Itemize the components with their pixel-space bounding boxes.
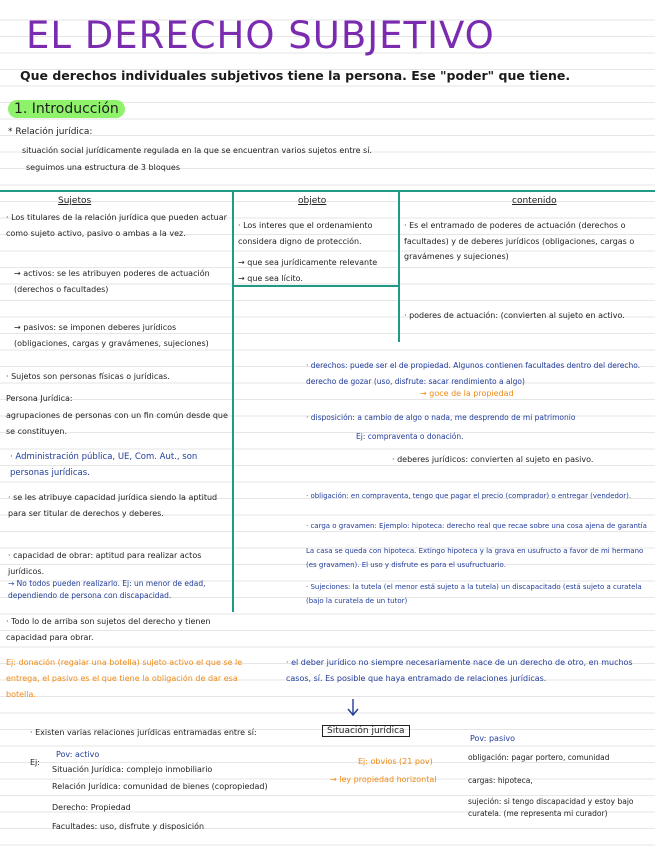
goce-note: → goce de la propiedad: [420, 389, 514, 398]
capacidad-juridica: · se les atribuye capacidad jurídica siendo la aptitud para ser titular de derechos y deberes.: [8, 493, 218, 518]
arrow-down-icon: [346, 698, 360, 718]
poderes-actuacion: · poderes de actuación: (convierten al sujeto en activo.: [404, 311, 625, 320]
carga-note: · carga o gravamen: Ejemplo: hipoteca: derecho real que recae sobre una cosa ajena de garantía: [306, 522, 647, 530]
relaciones-intro: · Existen varias relaciones jurídicas entramadas entre sí:: [30, 728, 257, 737]
deberes-juridicos: · deberes jurídicos: convierten al sujeto en pasivo.: [392, 455, 594, 464]
table-divider-2: [398, 192, 400, 342]
sujeciones-note: · Sujeciones: la tutela (el menor está sujeto a la tutela) un discapacitado (está sujeto a curatela (bajo la curatela de un tutor): [306, 583, 642, 605]
page-title: EL DERECHO SUBJETIVO: [26, 14, 495, 57]
page-subtitle: Que derechos individuales subjetivos tiene la persona. Ese "poder" que tiene.: [20, 68, 571, 83]
col-header-contenido: contenido: [512, 196, 557, 206]
sujetos-pasivos: → pasivos: se imponen deberes jurídicos (obligaciones, cargas y gravámenes, sujeciones): [14, 323, 209, 348]
donacion-example: Ej: donación (regalar una botella) sujeto activo el que se le entrega, el pasivo es el que tiene la obligación de dar esa botella.: [6, 658, 243, 699]
objeto-relevante: → que sea jurídicamente relevante: [238, 258, 378, 267]
capacidad-obrar-note: → No todos pueden realizarlo. Ej: un menor de edad, dependiendo de persona con discapacidad.: [8, 579, 206, 600]
table-top-rule: [0, 190, 655, 192]
facultades-example: Facultades: uso, disfrute y disposición: [52, 822, 205, 831]
objeto-definition: · Los interes que el ordenamiento considera digno de protección.: [238, 221, 373, 246]
contenido-definition: · Es el entramado de poderes de actuación (derechos o facultades) y de deberes jurídicos (obligaciones, cargas o gravámenes y sujeciones): [404, 221, 635, 261]
sujetos-summary: · Todo lo de arriba son sujetos del derecho y tienen capacidad para obrar.: [6, 617, 211, 642]
col-header-objeto: objeto: [298, 196, 327, 206]
obligacion-note: · obligación: en compraventa, tengo que pagar el precio (comprador) o entregar (vendedor).: [306, 492, 632, 500]
persona-juridica-examples: · Administración pública, UE, Com. Aut., son personas jurídicas.: [10, 452, 198, 478]
pasivo-obligacion: obligación: pagar portero, comunidad: [468, 753, 610, 762]
table-divider-1: [232, 192, 234, 612]
objeto-licito: → que sea lícito.: [238, 274, 303, 283]
relacion-example: Relación Jurídica: comunidad de bienes (copropiedad): [52, 782, 268, 791]
pasivo-sujecion: sujeción: si tengo discapacidad y estoy bajo curatela. (me representa mi curador): [468, 797, 634, 818]
capacidad-obrar: · capacidad de obrar: aptitud para realizar actos jurídicos.: [8, 551, 202, 576]
sujetos-personas: · Sujetos son personas físicas o jurídicas.: [6, 372, 170, 381]
relacion-structure-note: seguimos una estructura de 3 bloques: [26, 163, 180, 172]
ley-propiedad-note: → ley propiedad horizontal: [330, 775, 437, 784]
carga-example: La casa se queda con hipoteca. Extingo hipoteca y la grava en usufructo a favor de mi hermano (es gravamen). El uso y disfrute es para el usufructuario.: [306, 547, 644, 569]
pov-pasivo: Pov: pasivo: [470, 734, 515, 743]
obvios-note: Ej: obvios (21 pov): [358, 757, 433, 766]
disposicion-note: · disposición: a cambio de algo o nada, me desprendo de mi patrimonio: [306, 413, 576, 422]
situacion-juridica-box: Situación jurídica: [322, 725, 410, 737]
bottom-ej-label: Ej:: [30, 758, 40, 767]
pov-activo: Pov: activo: [56, 750, 100, 759]
situacion-example: Situación Jurídica: complejo inmobiliario: [52, 765, 213, 774]
section-heading: 1. Introducción: [8, 100, 125, 118]
table-mid-rule: [232, 285, 398, 287]
sujetos-activos: → activos: se les atribuyen poderes de actuación (derechos o facultades): [14, 269, 210, 294]
pasivo-cargas: cargas: hipoteca,: [468, 776, 533, 785]
derecho-example: Derecho: Propiedad: [52, 803, 131, 812]
col-header-sujetos: Sujetos: [58, 196, 92, 206]
relacion-definition: situación social jurídicamente regulada en la que se encuentran varios sujetos entre sí.: [22, 146, 372, 155]
disposicion-example: Ej: compraventa o donación.: [356, 432, 464, 441]
relacion-label: * Relación jurídica:: [8, 127, 93, 137]
persona-juridica-definition: agrupaciones de personas con un fin común desde que se constituyen.: [6, 411, 228, 436]
derechos-note: · derechos: puede ser el de propiedad. Algunos contienen facultades dentro del derecho. derecho de gozar (uso, disfrute: sacar rendimiento a algo): [306, 361, 641, 386]
sujetos-definition: · Los titulares de la relación jurídica que pueden actuar como sujeto activo, pasivo o ambas a la vez.: [6, 213, 227, 238]
persona-juridica-label: Persona Jurídica:: [6, 394, 73, 403]
deber-juridico-note: · el deber jurídico no siempre necesariamente nace de un derecho de otro, en muchos casos, sí. Es posible que haya entramado de relaciones jurídicas.: [286, 658, 633, 683]
